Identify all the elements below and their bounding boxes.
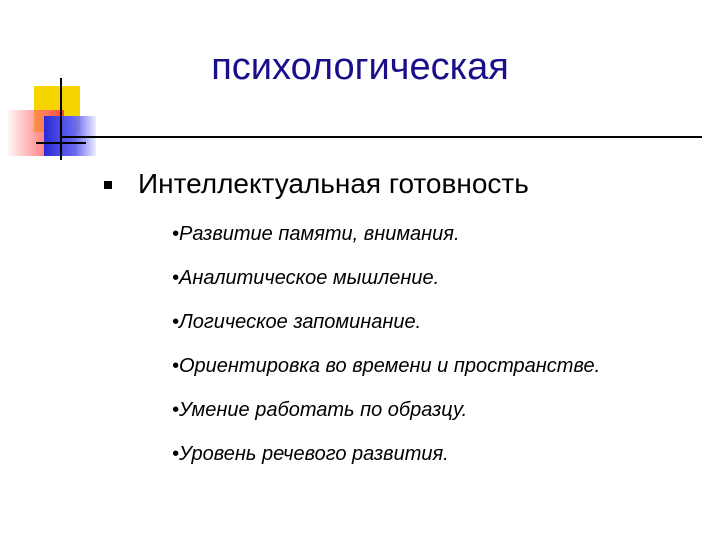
list-item: •Умение работать по образцу. — [172, 399, 468, 421]
list-item: •Логическое запоминание. — [172, 311, 422, 333]
short-horizontal-rule — [36, 142, 86, 144]
list-item: •Ориентировка во времени и пространстве. — [172, 355, 601, 377]
list-item: •Уровень речевого развития. — [172, 443, 449, 465]
main-bullet-item — [104, 164, 529, 204]
sub-bullet-list — [172, 222, 600, 486]
list-item: •Развитие памяти, внимания. — [172, 223, 460, 245]
title-underline — [62, 136, 702, 138]
slide-title: психологическая — [211, 46, 509, 88]
main-bullet-text: Интеллектуальная готовность — [138, 168, 529, 199]
square-bullet-icon — [104, 181, 112, 189]
list-item: •Аналитическое мышление. — [172, 267, 440, 289]
